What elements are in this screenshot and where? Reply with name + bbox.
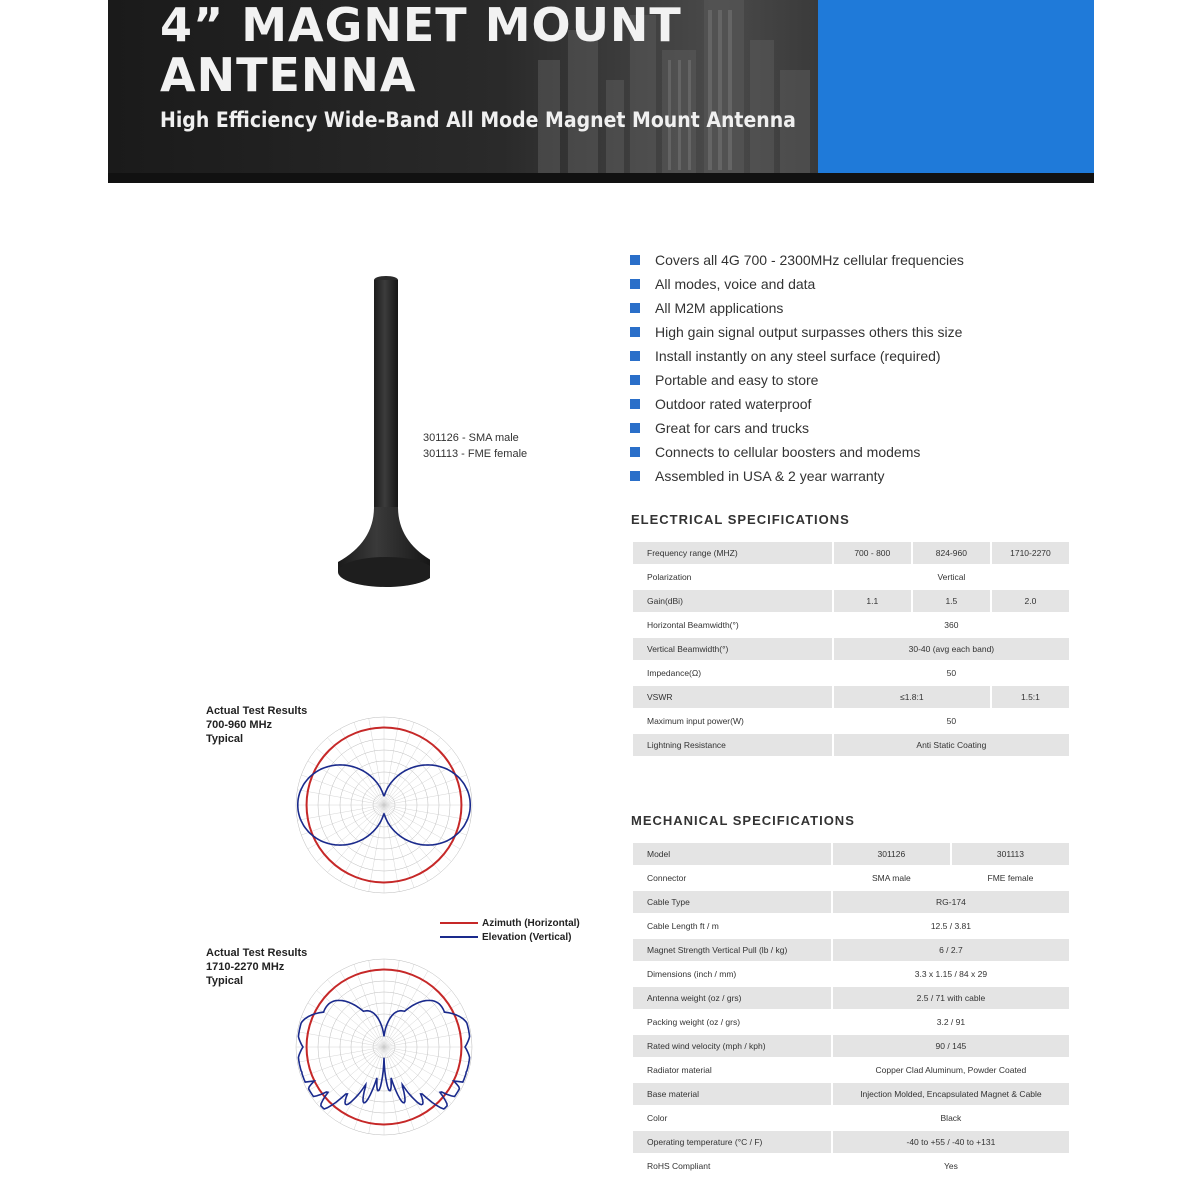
list-item (630, 464, 964, 488)
feature-text: Portable and easy to store (655, 372, 819, 388)
table-row (633, 843, 1069, 865)
table-row (633, 686, 1069, 708)
table-row (633, 542, 1069, 564)
polar-grid (296, 959, 472, 1135)
square-bullet-icon (630, 327, 640, 337)
square-bullet-icon (630, 399, 640, 409)
polar-grid (296, 717, 472, 893)
table-row (633, 590, 1069, 612)
list-item (630, 416, 964, 440)
spec-label: Dimensions (inch / mm) (633, 963, 831, 985)
table-row (633, 662, 1069, 684)
spec-value: 30-40 (avg each band) (834, 638, 1069, 660)
spec-value: FME female (952, 867, 1069, 889)
polar-low-label-line: 700-960 MHz (206, 719, 273, 731)
table-row (633, 1035, 1069, 1057)
feature-text: Great for cars and trucks (655, 420, 810, 436)
feature-text: Covers all 4G 700 - 2300MHz cellular frequencies (655, 252, 964, 268)
spec-value: 3.3 x 1.15 / 84 x 29 (833, 963, 1069, 985)
spec-label: Gain(dBi) (633, 590, 832, 612)
legend-azimuth (440, 916, 580, 930)
table-row (633, 710, 1069, 732)
azimuth-line-icon (440, 922, 478, 924)
spec-label: Connector (633, 867, 831, 889)
spec-label: Cable Length ft / m (633, 915, 831, 937)
header-banner (108, 0, 1094, 183)
table-row (633, 987, 1069, 1009)
feature-text: All M2M applications (655, 300, 784, 316)
spec-label: Rated wind velocity (mph / kph) (633, 1035, 831, 1057)
banner-blue-panel (818, 0, 1094, 183)
banner-bottom-bar (108, 173, 1094, 183)
polar-plot-low-band (284, 710, 484, 900)
polar-legend (440, 916, 580, 944)
page-title (160, 0, 682, 100)
feature-text: Outdoor rated waterproof (655, 396, 812, 412)
table-row (633, 638, 1069, 660)
spec-value: Yes (833, 1155, 1069, 1177)
spec-value: 1710-2270 (992, 542, 1069, 564)
model-line-sma: 301126 - SMA male (423, 432, 519, 444)
spec-value: 360 (834, 614, 1069, 636)
feature-text: Connects to cellular boosters and modems (655, 444, 921, 460)
table-row (633, 915, 1069, 937)
spec-label: Magnet Strength Vertical Pull (lb / kg) (633, 939, 831, 961)
list-item (630, 392, 964, 416)
list-item (630, 320, 964, 344)
spec-value: 1.5 (913, 590, 990, 612)
table-row (633, 867, 1069, 889)
spec-value: 3.2 / 91 (833, 1011, 1069, 1033)
mechanical-spec-title: MECHANICAL SPECIFICATIONS (631, 813, 855, 828)
spec-label: Model (633, 843, 831, 865)
title-line-2: ANTENNA (160, 48, 417, 102)
table-row (633, 939, 1069, 961)
table-row (633, 566, 1069, 588)
legend-elevation-label: Elevation (Vertical) (482, 931, 572, 943)
table-row (633, 734, 1069, 756)
square-bullet-icon (630, 351, 640, 361)
feature-text: Assembled in USA & 2 year warranty (655, 468, 885, 484)
table-row (633, 1107, 1069, 1129)
spec-value: -40 to +55 / -40 to +131 (833, 1131, 1069, 1153)
spec-value: 12.5 / 3.81 (833, 915, 1069, 937)
spec-value: 700 - 800 (834, 542, 911, 564)
list-item (630, 296, 964, 320)
spec-value: 301126 (833, 843, 950, 865)
table-row (633, 1155, 1069, 1177)
spec-label: Frequency range (MHZ) (633, 542, 832, 564)
spec-value: Anti Static Coating (834, 734, 1069, 756)
elevation-line-icon (440, 936, 478, 938)
electrical-spec-title: ELECTRICAL SPECIFICATIONS (631, 512, 850, 527)
list-item (630, 440, 964, 464)
square-bullet-icon (630, 375, 640, 385)
spec-label: Radiator material (633, 1059, 831, 1081)
polar-low-label-line: Actual Test Results (206, 705, 308, 717)
spec-value: 90 / 145 (833, 1035, 1069, 1057)
square-bullet-icon (630, 471, 640, 481)
spec-label: Lightning Resistance (633, 734, 832, 756)
model-line-fme: 301113 - FME female (423, 448, 528, 460)
spec-value: Injection Molded, Encapsulated Magnet & Cable (833, 1083, 1069, 1105)
spec-label: Polarization (633, 566, 832, 588)
spec-label: Operating temperature (°C / F) (633, 1131, 831, 1153)
model-numbers (423, 430, 527, 462)
spec-value: ≤1.8:1 (834, 686, 990, 708)
polar-low-label-line: Typical (206, 733, 244, 745)
table-row (633, 1059, 1069, 1081)
spec-value: 1.5:1 (992, 686, 1069, 708)
spec-value: 50 (834, 662, 1069, 684)
spec-value: RG-174 (833, 891, 1069, 913)
table-row (633, 963, 1069, 985)
feature-list (630, 248, 964, 488)
spec-label: Antenna weight (oz / grs) (633, 987, 831, 1009)
spec-value: SMA male (833, 867, 950, 889)
polar-high-label-line: Actual Test Results (206, 947, 308, 959)
spec-value: 2.5 / 71 with cable (833, 987, 1069, 1009)
square-bullet-icon (630, 255, 640, 265)
spec-value: 301113 (952, 843, 1069, 865)
list-item (630, 248, 964, 272)
square-bullet-icon (630, 447, 640, 457)
spec-value: Copper Clad Aluminum, Powder Coated (833, 1059, 1069, 1081)
spec-value: 2.0 (992, 590, 1069, 612)
spec-value: Vertical (834, 566, 1069, 588)
spec-label: Color (633, 1107, 831, 1129)
table-row (633, 1083, 1069, 1105)
legend-azimuth-label: Azimuth (Horizontal) (482, 917, 580, 929)
spec-label: Cable Type (633, 891, 831, 913)
list-item (630, 344, 964, 368)
square-bullet-icon (630, 279, 640, 289)
list-item (630, 368, 964, 392)
feature-text: All modes, voice and data (655, 276, 816, 292)
polar-high-label-line: 1710-2270 MHz (206, 961, 285, 973)
page-subtitle: High Efficiency Wide-Band All Mode Magnet Mount Antenna (160, 108, 796, 132)
title-line-1: 4” MAGNET MOUNT (160, 0, 682, 52)
spec-label: Impedance(Ω) (633, 662, 832, 684)
spec-label: VSWR (633, 686, 832, 708)
spec-value: 824-960 (913, 542, 990, 564)
electrical-spec-table (631, 540, 1071, 758)
spec-label: Horizontal Beamwidth(°) (633, 614, 832, 636)
feature-text: High gain signal output surpasses others this size (655, 324, 963, 340)
polar-plot-high-band (284, 952, 484, 1142)
spec-value: 1.1 (834, 590, 911, 612)
square-bullet-icon (630, 423, 640, 433)
feature-text: Install instantly on any steel surface (required) (655, 348, 941, 364)
table-row (633, 1131, 1069, 1153)
table-row (633, 1011, 1069, 1033)
spec-label: Packing weight (oz / grs) (633, 1011, 831, 1033)
mechanical-spec-table (631, 841, 1071, 1179)
list-item (630, 272, 964, 296)
spec-value: 50 (834, 710, 1069, 732)
spec-value: Black (833, 1107, 1069, 1129)
square-bullet-icon (630, 303, 640, 313)
spec-value: 6 / 2.7 (833, 939, 1069, 961)
spec-label: Base material (633, 1083, 831, 1105)
table-row (633, 891, 1069, 913)
spec-label: RoHS Compliant (633, 1155, 831, 1177)
polar-high-label-line: Typical (206, 975, 244, 987)
legend-elevation (440, 930, 580, 944)
spec-label: Maximum input power(W) (633, 710, 832, 732)
antenna-product-image (330, 272, 430, 592)
spec-label: Vertical Beamwidth(°) (633, 638, 832, 660)
table-row (633, 614, 1069, 636)
